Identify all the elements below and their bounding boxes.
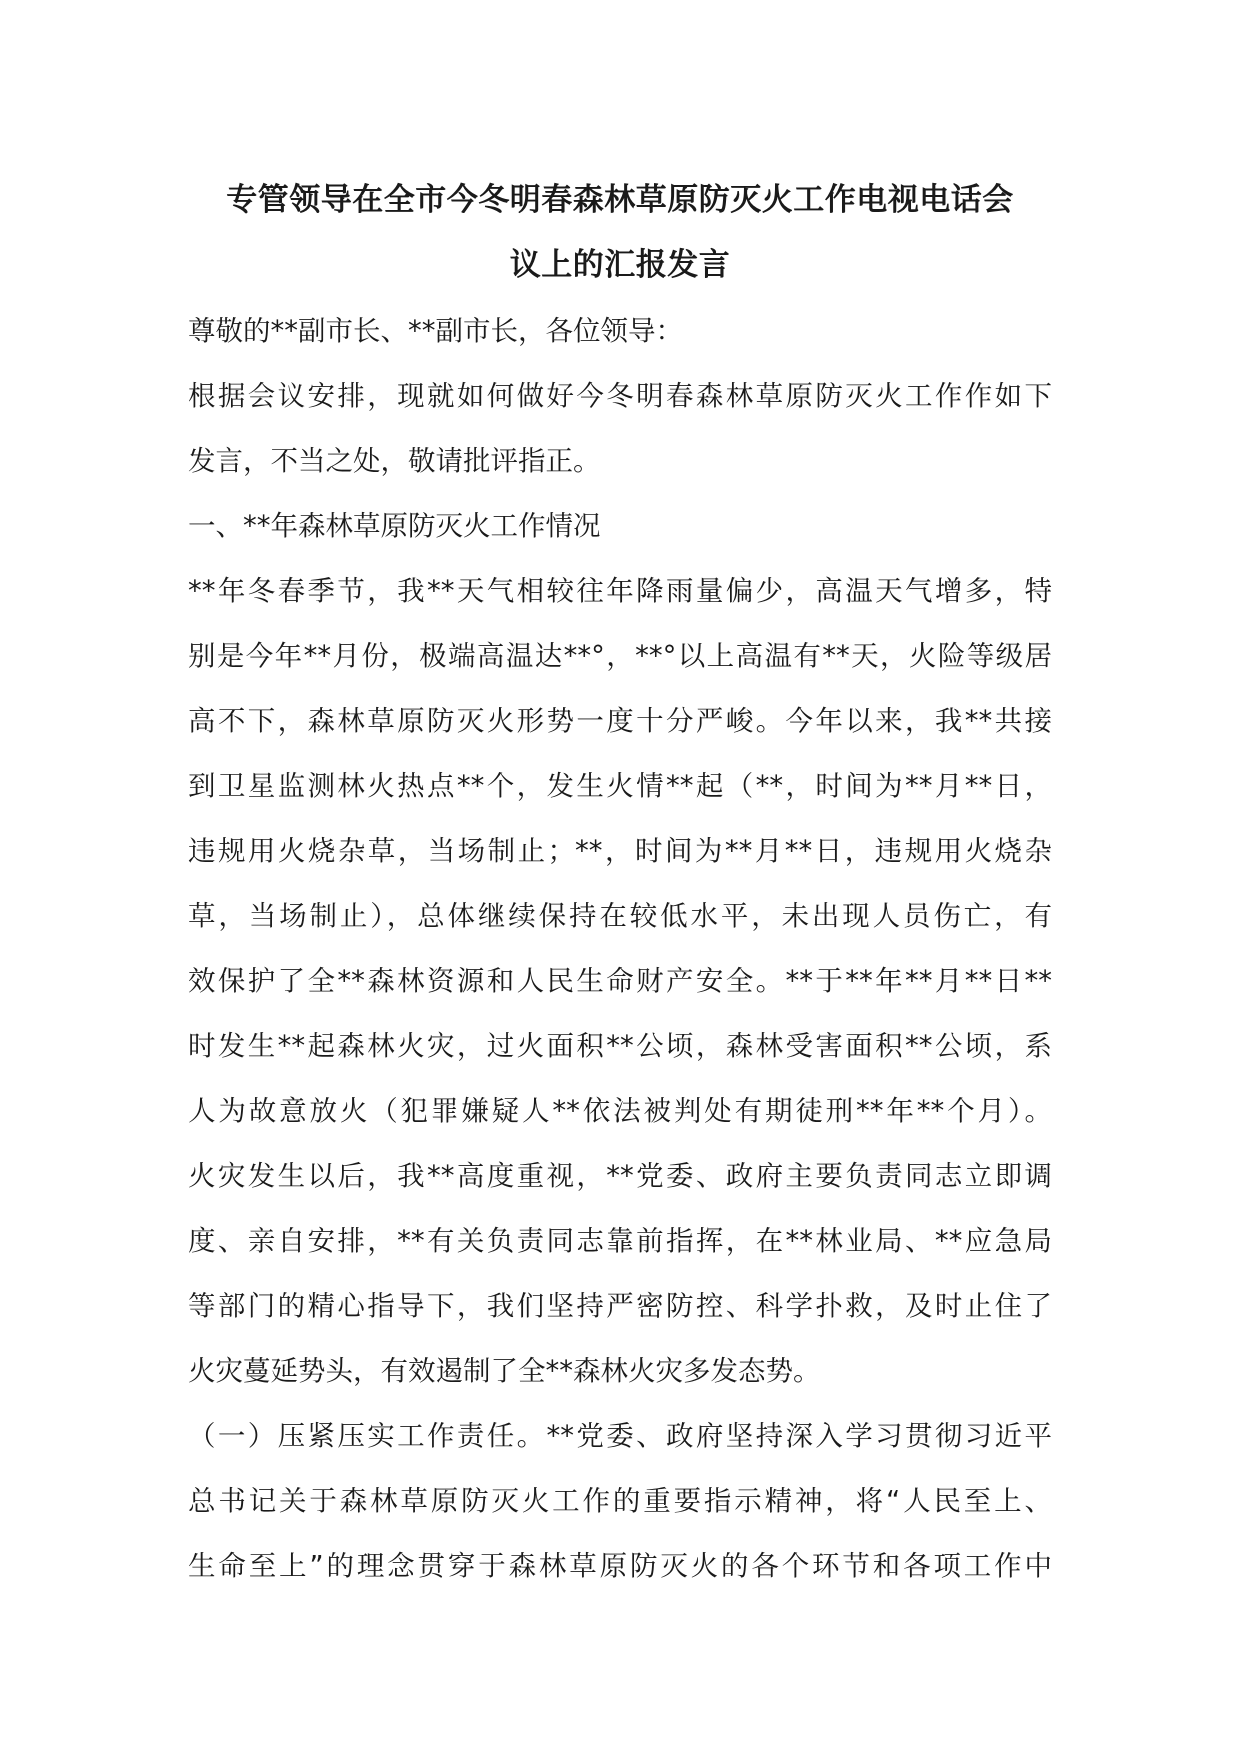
paragraph-line: 人为故意放火（犯罪嫌疑人**依法被判处有期徒刑**年**个月）。 (188, 1095, 1052, 1127)
paragraph-line: 根据会议安排，现就如何做好今冬明春森林草原防灭火工作作如下 (188, 380, 1052, 412)
title-line-2: 议上的汇报发言 (509, 247, 731, 283)
paragraph-line: 到卫星监测林火热点**个，发生火情**起（**，时间为**月**日， (188, 770, 1052, 802)
paragraph-line: 发言，不当之处，敬请批评指正。 (188, 445, 601, 477)
paragraph-line: 效保护了全**森林资源和人民生命财产安全。**于**年**月**日** (188, 965, 1052, 997)
paragraph-line: **年冬春季节，我**天气相较往年降雨量偏少，高温天气增多，特 (188, 575, 1052, 607)
subsection-heading-line: （一）压紧压实工作责任。**党委、政府坚持深入学习贯彻习近平 (188, 1420, 1052, 1452)
document-body (188, 299, 1052, 1599)
document-title (188, 168, 1052, 298)
paragraph-line: 草，当场制止），总体继续保持在较低水平，未出现人员伤亡，有 (188, 900, 1052, 932)
paragraph-line: 违规用火烧杂草，当场制止；**，时间为**月**日，违规用火烧杂 (188, 835, 1052, 867)
paragraph-line: 火灾发生以后，我**高度重视，**党委、政府主要负责同志立即调 (188, 1160, 1052, 1192)
title-line-1: 专管领导在全市今冬明春森林草原防灭火工作电视电话会 (226, 182, 1014, 218)
paragraph-line: 别是今年**月份，极端高温达**°，**°以上高温有**天，火险等级居 (188, 640, 1052, 672)
section-heading: 一、**年森林草原防灭火工作情况 (188, 510, 601, 542)
paragraph-line: 高不下，森林草原防灭火形势一度十分严峻。今年以来，我**共接 (188, 705, 1052, 737)
paragraph-line: 度、亲自安排，**有关负责同志靠前指挥，在**林业局、**应急局 (188, 1225, 1052, 1257)
salutation: 尊敬的**副市长、**副市长，各位领导： (188, 315, 683, 347)
paragraph-line: 总书记关于森林草原防灭火工作的重要指示精神，将“人民至上、 (188, 1485, 1052, 1517)
paragraph-line: 时发生**起森林火灾，过火面积**公顷，森林受害面积**公顷，系 (188, 1030, 1052, 1062)
paragraph-line: 等部门的精心指导下，我们坚持严密防控、科学扑救，及时止住了 (188, 1290, 1052, 1322)
paragraph-line: 火灾蔓延势头，有效遏制了全**森林火灾多发态势。 (188, 1355, 821, 1387)
paragraph-line: 生命至上”的理念贯穿于森林草原防灭火的各个环节和各项工作中 (188, 1550, 1052, 1582)
